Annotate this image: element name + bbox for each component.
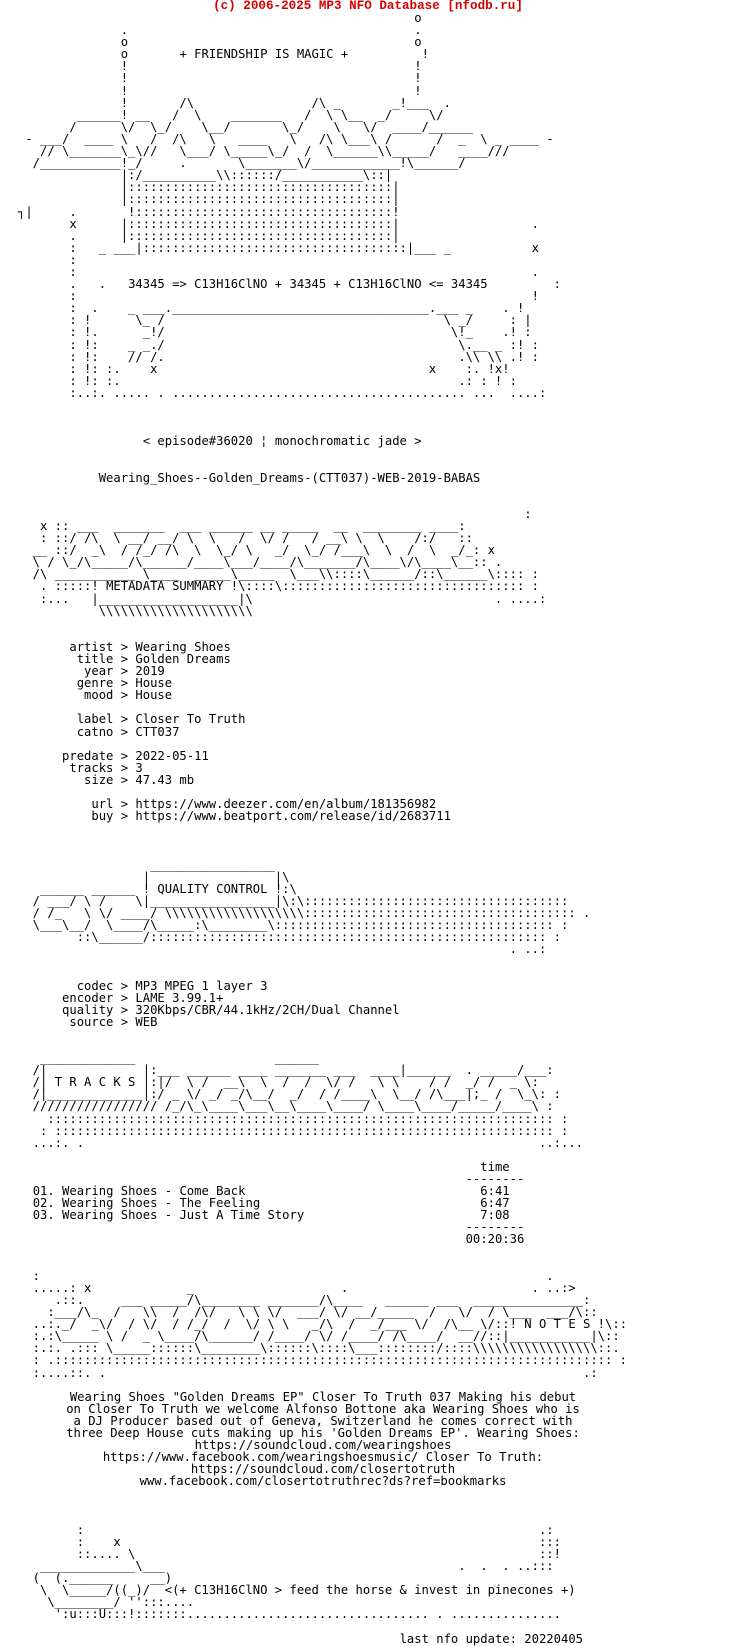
ascii-art: : !. _!/ \!_ .! : (18, 325, 532, 340)
ascii-art: |:/__________\\::::::/___________\::| (18, 168, 393, 183)
metadata-row: mood > House (18, 688, 173, 703)
release-line (18, 472, 718, 484)
ascii-art: o (18, 11, 422, 25)
last-update: last nfo update: 20220405 (399, 1631, 583, 1646)
ascii-art: : !: :. x x :. !x! (18, 361, 510, 376)
ascii-art: : :::::::::::::::::::::::::::::::::::::::::::::::::::::::::::::::::::: : (18, 1123, 569, 1138)
notes-line: Wearing Shoes "Golden Dreams EP" Closer To Truth 037 Making his debut (69, 1389, 577, 1404)
ascii-art: /| T R A C K S |:|/ \ / __\ \ / / \/ / \ \ / / _/ / _ \: (18, 1075, 539, 1090)
ascii-art: \ \_____/((_)/ <(+ C13H16ClNO > feed the horse & invest in pinecones +) (18, 1583, 576, 1598)
ascii-art: /|_____________|:/ _ \/ _/ _/\__/ _/ / /____\ \__/ /\___|;_ / \_\: : (18, 1087, 561, 1102)
track-title: Wearing Shoes - The Feeling (62, 1196, 261, 1211)
ascii-art: : !: _ _./ \.__ _ :! : (18, 337, 539, 352)
quality-value: MP3 MPEG 1 layer 3 (135, 978, 268, 993)
track-title: Wearing Shoes - Just A Time Story (62, 1208, 305, 1223)
metadata-value: 3 (135, 760, 143, 775)
ascii-art: ______! __ / \ _______ / \ \__ _/ \/ (18, 107, 444, 122)
ascii-art: \\\\\\\\\\\\\\\\\\\\\ (18, 603, 253, 618)
ascii-art: :..:. ..... . ........................................ ... ....: (18, 385, 547, 400)
track-title: Wearing Shoes - Come Back (62, 1184, 246, 1199)
ascii-art: _____________\___ . . . ..::: (18, 1559, 554, 1573)
ascii-art: : ! \_ / \ _/ : | (18, 313, 532, 328)
track-row: 01. Wearing Shoes - Come Back 6:41 (32, 1184, 510, 1199)
ascii-art: ':u:::U:::!:::::::................................. . ............... (18, 1607, 561, 1622)
ascii-art: |::::::::::::::::::::::::::::::::::::| (18, 180, 400, 195)
ascii-art: .::. ___ _____/\________ _______/\____ ______ ___ _______________: (18, 1292, 591, 1307)
quality-value: 320Kbps/CBR/44.1kHz/2CH/Dual Channel (135, 1002, 400, 1017)
buy-link[interactable]: https://www.beatport.com/release/id/2683711 (135, 809, 451, 824)
footer-tagline: <(+ C13H16ClNO > feed the horse & invest in pinecones +) (164, 1583, 576, 1598)
ascii-art: o o (18, 35, 422, 50)
ascii-art: \________/ '':::.... (18, 1595, 195, 1610)
ascii-art: - ___/ ____ \ / /\ \ ____ \ /\ \___\ / / _ \ _ ____ - (18, 131, 554, 146)
metadata-row: title > Golden Dreams (18, 651, 231, 666)
quality-row: quality > 320Kbps/CBR/44.1kHz/2CH/Dual Channel (18, 1002, 400, 1017)
ascii-art: : _ ___|::::::::::::::::::::::::::::::::::::|___ _ x (18, 240, 539, 255)
metadata-row: buy > https://www.beatport.com/release/id/2683711 (18, 809, 451, 824)
metadata-value: Closer To Truth (135, 712, 246, 727)
metadata-row: artist > Wearing Shoes (18, 639, 231, 654)
track-duration: 6:41 (480, 1184, 510, 1199)
ascii-art: : !: // /. .\\ \\ .! : (18, 349, 539, 364)
notes-line: three Deep House cuts making up his 'Golden Dreams EP'. Wearing Shoes: (66, 1425, 580, 1440)
ascii-art: :___/\_ / \\ / /\/ \ \ \/ ___/ \/ __/_____ / \/ / \___ ___/\:: (18, 1305, 598, 1320)
metadata-value: 2019 (135, 664, 165, 679)
metadata-value: 2022-05-11 (135, 748, 209, 763)
track-row: 03. Wearing Shoes - Just A Time Story 7:08 (32, 1208, 510, 1223)
ascii-art: | |\ (18, 869, 290, 884)
ascii-art: / /_ \ \/ ____/ \\\\\\\\\\\\\\\\\\\::::::::::::::::::::::::::::::::::::: . (18, 905, 591, 920)
metadata-row: label > Closer To Truth (18, 712, 246, 727)
ascii-art: ______ ______ ! QUALITY CONTROL !:\ (18, 881, 297, 896)
ascii-art: /\ ___________ \____ _____\_____ \___\\::::\______/::\______\:::: : (18, 567, 539, 582)
ascii-art: o + FRIENDSHIP IS MAGIC + ! (18, 47, 429, 62)
metadata-row: tracks > 3 (18, 760, 143, 775)
banner-text: + FRIENDSHIP IS MAGIC + (179, 47, 349, 62)
metadata-row: catno > CTT037 (18, 724, 180, 739)
ascii-art: ! ! (18, 83, 422, 98)
episode-line (18, 435, 718, 447)
ascii-art: : .: (18, 1522, 554, 1537)
metadata-row: size > 47.43 mb (18, 772, 195, 787)
total-time: 00:20:36 (465, 1232, 525, 1247)
ascii-art: : (18, 252, 77, 267)
metadata-value: House (135, 688, 173, 703)
metadata-value: Wearing Shoes (135, 639, 231, 654)
metadata-section-title: METADATA SUMMARY (106, 579, 224, 594)
quality-row: encoder > LAME 3.99.1+ (18, 990, 224, 1005)
site-header[interactable]: (c) 2006-2025 MP3 NFO Database [nfodb.ru] (213, 0, 523, 13)
ascii-art: :....::. . .: (18, 1365, 598, 1380)
ascii-art: . . (18, 23, 422, 38)
ascii-art: x |::::::::::::::::::::::::::::::::::::| . (18, 216, 539, 231)
ascii-art: : . (18, 1268, 554, 1283)
nfo-document: o . . o o o + FRIENDSHIP IS MAGIC + ! ! ! ! ! ! ! ! /\ /\ _ _!___ . ______! __ / \ _______ / \ \__ _/ \/ / \/ \_/ \__/ \_/ \ \/ ____/______ - ___/ ____ \ / /\ \ ____ \ /\ \___\ / / _ \ _ ____ - // \_______\_\// \___/ \_____\_/ / \______\\_____/ ____/// /___________!_/ . \_______\/____________!\______/ |:/__________\\::::::/___________\::| |::::::::::::::::::::::::::::::::::::| |::::::::::::::::::::::::::::::::::::| ┐| . !:::::::::::::::::::::::::::::::::::! x |::::::::::::::::::::::::::::::::::::| . . |::::::::::::::::::::::::::::::::::::| : _ ___|::::::::::::::::::::::::::::::::::::|___ _ x : : . . . 34345 => C13H16ClNO + 34345 + C13H16ClNO <= 34345 : : ! : . _ ___.___________________________________.___ _ . ! : ! \_ / \ _/ : | : !. _!/ \!_ .! : : !: _ _./ \.__ _ :! : : !: // /. .\\ \\ .! : : !: :. x x :. !x! : !: :. .: : ! : :..:. ..... . ........................................ ... ....: < episode#36020 ¦ monochromatic jade > Wearing_Shoes--Golden_Dreams-(CTT037)-WEB-2019-BABAS : x :: ___ _______ ___ ______ __ _____ __ ________ ____: : ::/ /\ \ __/ __/ \ \ / \/ / / __\ \ \ /:/ :: __ ::/ _\ / /_/ /\ \ \_/ \ _/ \_/ /___\ \ / \ _/_: x \ / \_/\_____/\______/____\___/____/\_______/\____\/\____\__:: . /\ ___________ \____ _____\_____ \___\\::::\______/::\______\:::: : . :::::! METADATA SUMMARY !\::::\::::::::::::::::::::::::::::::::: : :... |___________________|\ . ....: \\\\\\\\\\\\\\\\\\\\\ artist > Wearing Shoes title > Golden Dreams year > 2019 genre > House mood > House label > Closer To Truth catno > CTT037 predate > 2022-05-11 tracks > 3 size > 47.43 mb url > https://www.deezer.com/en/album/181356982 buy > https://www.beatport.com/release/id/2683711 _________________ | |\ ______ ______ ! QUALITY CONTROL !:\ / ___/ \ / \|_________________|\:\:::::::::::::::::::::::::::::::::::: / /_ \ \/ ____/ \\\\\\\\\\\\\\\\\\\::::::::::::::::::::::::::::::::::::: . \___\__/ \____/\_____:\________\:::::::::::::::::::::::::::::::::::::: : ::\______/:::::::::::::::::::::::::::::::::::::::::::::::::::::: : . ..: codec > MP3 MPEG 1 layer 3 encoder > LAME 3.99.1+ quality > 320Kbps/CBR/44.1kHz/2CH/Dual Channel source > WEB _____________ ______ /| |:___ ______ ____ _______ ___ ____|______ . _____/___: /| T R A C K S |:|/ \ / __\ \ / / \/ / \ \ / / _/ / _ \: /|_____________|:/ _ \/ _/ _/\__/ _/ / /____\ \__/ /\___|;_ / \_\: : ///////////////// /_/\_\____\___\__\____\____/ \____\____/_____/____\ : ::::::::::::::::::::::::::::::::::::::::::::::::::::::::::::::::::::: : : :::::::::::::::::::::::::::::::::::::::::::::::::::::::::::::::::::: : ...:. . ..:... time -------- 01. Wearing Shoes - Come Back 6:41 02. Wearing Shoes - The Feeling 6:47 03. Wearing Shoes - Just A Time Story 7:08 -------- 00:20:36 : . .....: x _ . . ..:> .::. ___ _____/\________ _______/\____ ______ ___ _______________: :___/\_ / \\ / /\/ \ \ \/ ___/ \/ __/_____ / \/ / \___ ___/\:: ..:._/ _\/ / \/ / /_/ / \/ \ \ _/\ / _/___ \/ /\__ \/::! N O T E S !\:: :.:\_____ \ / _ \____/\______/ /____/ \/ /____/ /\____/ __//::|___________|\:: :.:. .::: \_____::::::\________\::::::\::::\___::::::::/::::\\\\\\\\\\\\\\\\\::. : .:::::::::::::::::::::::::::::::::::::::::::::::::::::::::::::::::::::::::::: : :....::. . .: Wearing Shoes "Golden Dreams EP" Closer To Truth 037 Making his debut on Closer To Truth we welcome Alfonso Bottone aka Wearing Shoes who is a DJ Producer based out of Geneva, Switzerland he comes correct with three Deep House cuts making up his 'Golden Dreams EP'. Wearing Shoes: https://soundcloud.com/wearingshoes https://www.facebook.com/wearingshoesmusic/ Closer To Truth: https://soundcloud.com/closertotruth www.facebook.com/closertotruthrec?ds?ref=bookmarks : .: : x ::: ::.... \ ::! _____________\___ . . . ..::: ( (.______ __) \ \_____/((_)/ <(+ C13H16ClNO > feed the horse & invest in pinecones +) \________/ '':::.... ':u:::U:::!:::::::................................. . ............... last nfo update: 20220405 (18, 12, 718, 1645)
ascii-art: ::.... \ ::! (18, 1546, 561, 1561)
ascii-art: /___________!_/ . \_______\/____________!\______/ (18, 156, 466, 171)
notes-link[interactable]: https://soundcloud.com/wearingshoes (194, 1438, 452, 1453)
notes-section-title: N O T E S (524, 1317, 591, 1332)
time-header: time (480, 1159, 510, 1174)
ascii-art: _____________ ______ (18, 1051, 319, 1066)
notes-line: on Closer To Truth we welcome Alfonso Bottone aka Wearing Shoes who is (66, 1401, 580, 1416)
notes-link[interactable]: www.facebook.com/closertotruthrec?ds?ref=bookmarks (139, 1474, 507, 1489)
notes-line: a DJ Producer based out of Geneva, Switzerland he comes correct with (73, 1413, 573, 1428)
metadata-value: House (135, 676, 173, 691)
ascii-art: : ::/ /\ \ __/ __/ \ \ / \/ / / __\ \ \ /:/ :: (18, 531, 473, 546)
track-duration: 7:08 (480, 1208, 510, 1223)
ascii-art: \ / \_/\_____/\______/____\___/____/\_______/\____\/\____\__:: . (18, 555, 503, 570)
quality-value: LAME 3.99.1+ (135, 990, 224, 1005)
ascii-art: . |::::::::::::::::::::::::::::::::::::| (18, 228, 400, 243)
total-line (18, 1233, 718, 1245)
url-link[interactable]: https://www.deezer.com/en/album/181356982 (135, 797, 437, 812)
ascii-art: : (18, 506, 532, 521)
metadata-value: CTT037 (135, 724, 180, 739)
ascii-art: ...:. . ..:... (18, 1135, 583, 1150)
release-name: Wearing_Shoes--Golden_Dreams-(CTT037)-WEB-2019-BABAS (98, 470, 481, 485)
ascii-art: // \_______\_\// \___/ \_____\_/ / \______\\_____/ ____/// (18, 144, 510, 159)
ascii-art: |::::::::::::::::::::::::::::::::::::| (18, 192, 400, 207)
ascii-art: / \/ \_/ \__/ \_/ \ \/ ____/______ (18, 119, 473, 134)
ascii-art: /| |:___ ______ ____ _______ ___ ____|______ . _____/___: (18, 1063, 554, 1078)
ascii-art: :.:\_____ \ / _ \____/\______/ /____/ \/ /____/ /\____/ __//::|___________|\:: (18, 1329, 620, 1344)
metadata-row: year > 2019 (18, 664, 165, 679)
ascii-art: . ..: (18, 942, 547, 957)
ascii-art: ::::::::::::::::::::::::::::::::::::::::::::::::::::::::::::::::::::: : (18, 1111, 569, 1126)
ascii-art: . . 34345 => C13H16ClNO + 34345 + C13H16ClNO <= 34345 : (18, 277, 561, 292)
quality-section-title: QUALITY CONTROL (157, 881, 268, 896)
ascii-art: ::\______/:::::::::::::::::::::::::::::::::::::::::::::::::::::: : (18, 930, 561, 945)
ascii-art: ! ! (18, 71, 422, 86)
tracks-section-title: T R A C K S (54, 1075, 136, 1090)
ascii-art: : !: :. .: : ! : (18, 373, 517, 388)
ascii-art: : .:::::::::::::::::::::::::::::::::::::::::::::::::::::::::::::::::::::::::::: : (18, 1353, 628, 1368)
episode-text: < episode#36020 ¦ monochromatic jade > (142, 434, 422, 449)
metadata-row: url > https://www.deezer.com/en/album/181356982 (18, 797, 437, 812)
ascii-art: : . _ ___.___________________________________.___ _ . ! (18, 301, 525, 316)
ascii-art: ! ! (18, 59, 422, 74)
ascii-art: / ___/ \ / \|_________________|\:\:::::::::::::::::::::::::::::::::::: (18, 893, 569, 908)
notes-link[interactable]: https://soundcloud.com/closertotruth (190, 1462, 456, 1477)
ascii-art: : ! (18, 289, 539, 304)
metadata-row: genre > House (18, 676, 173, 691)
quality-value: WEB (135, 1014, 158, 1029)
ascii-art: ! /\ /\ _ _!___ . (18, 95, 451, 110)
formula-text: 34345 => C13H16ClNO + 34345 + C13H16ClNO <= 34345 (128, 277, 488, 292)
track-duration: 6:47 (480, 1196, 510, 1211)
notes-link[interactable]: https://www.facebook.com/wearingshoesmusic/ Closer To Truth: (102, 1450, 544, 1465)
metadata-value: 47.43 mb (135, 772, 195, 787)
last-update-line (18, 1633, 718, 1645)
ascii-art: .....: x _ . . ..:> (18, 1280, 576, 1295)
ascii-art: \___\__/ \____/\_____:\________\:::::::::::::::::::::::::::::::::::::: : (18, 918, 569, 933)
ascii-art: ( (.______ __) (18, 1571, 173, 1586)
ascii-art: ..:._/ _\/ / \/ / /_/ / \/ \ \ _/\ / _/___ \/ /\__ \/::! N O T E S !\:: (18, 1317, 628, 1332)
ascii-art: x :: ___ _______ ___ ______ __ _____ __ ________ ____: (18, 518, 466, 533)
track-row: 02. Wearing Shoes - The Feeling 6:47 (32, 1196, 510, 1211)
metadata-value: Golden Dreams (135, 651, 231, 666)
metadata-row: predate > 2022-05-11 (18, 748, 209, 763)
ascii-art: . :::::! METADATA SUMMARY !\::::\::::::::::::::::::::::::::::::::: : (18, 579, 539, 594)
ascii-art: __ ::/ _\ / /_/ /\ \ \_/ \ _/ \_/ /___\ \ / \ _/_: x (18, 543, 495, 558)
ascii-art: :.:. .::: \_____::::::\________\::::::\::::\___::::::::/::::\\\\\\\\\\\\\\\\\::. (18, 1341, 620, 1356)
ascii-art: :... |___________________|\ . ....: (18, 591, 547, 606)
ascii-art: : x ::: (18, 1534, 561, 1549)
ascii-art: ┐| . !:::::::::::::::::::::::::::::::::::! (18, 204, 400, 219)
ascii-art: _________________ (18, 857, 275, 872)
ascii-art: ///////////////// /_/\_\____\___\__\____\____/ \____\____/_____/____\ : (18, 1099, 554, 1114)
ascii-art: : . (18, 264, 539, 279)
quality-row: codec > MP3 MPEG 1 layer 3 (18, 978, 268, 993)
quality-row: source > WEB (18, 1014, 158, 1029)
